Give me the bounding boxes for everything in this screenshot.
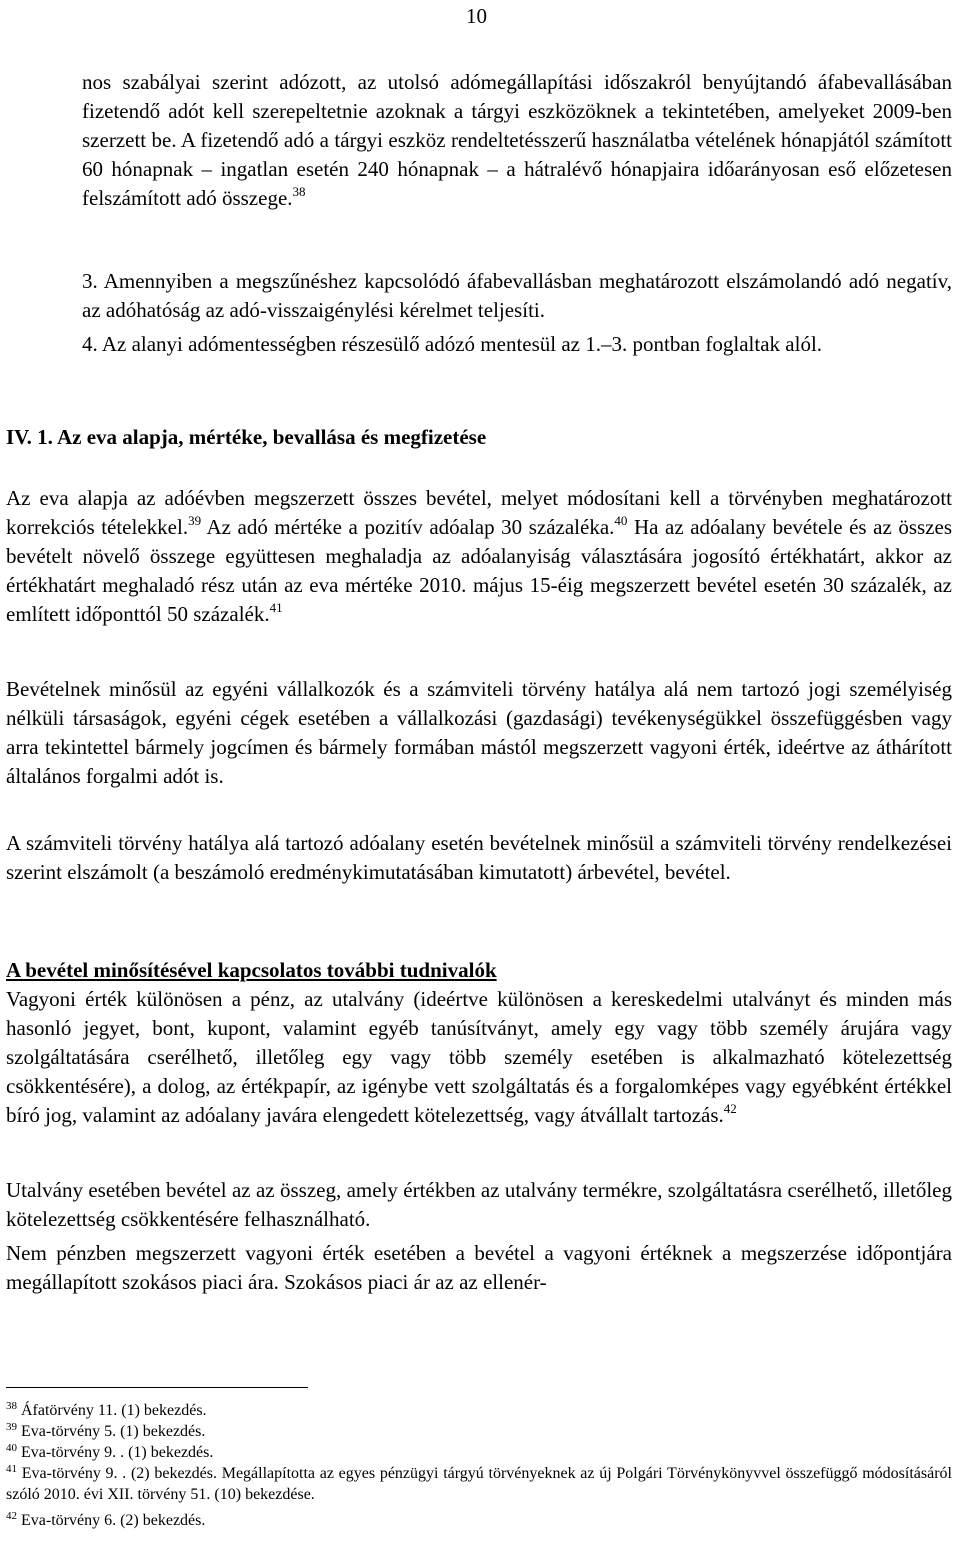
footnote-text: Eva-törvény 9. . (2) bekezdés. Megállapította az egyes pénzügyi tárgyú törvényeknek az új Polgári Törvénykönyvvel összefüggő módosításáról szóló 2010. évi XII. törvény 51. (10) bekezdése. (6, 1465, 953, 1503)
footnote-number: 42 (6, 1510, 17, 1522)
intro-text: nos szabályai szerint adózott, az utolsó adómegállapítási időszakról benyújtandó áfabevallásában fizetendő adót kell szerepeltetnie azoknak a tárgyi eszközöknek a tekintetében, amelyeket 2009-ben szerzett be. A fizetendő adó a tárgyi eszköz rendeltetésszerű használatba vételének hónapjától számított 60 hónapnak – ingatlan esetén 240 hónapnak – a hátralévő hónapjaira időarányosan eső előzetesen felszámított adó összege. (82, 70, 952, 210)
paragraph-text: Ha az adóalany bevétele és az összes bevételt növelő összege együttesen meghaladja az adóalanyiság választására jogosító értékhatárt, akkor az értékhatárt meghaladó rész után az eva mértéke 2010. május 15-éig megszerzett bevétel esetén 30 százalék, az említett időponttól 50 százalék. (6, 515, 952, 626)
footnote-39 (6, 1421, 952, 1442)
section-paragraph-2: Bevételnek minősül az egyéni vállalkozók és a számviteli törvény hatálya alá nem tartozó jogi személyiség nélküli társaságok, egyéni cégek esetében a vállalkozási (gazdasági) tevékenységükkel összefüggésben vagy arra tekintettel bármely jogcímen és bármely formában mástól megszerzett vagyoni érték, ideértve az áthárított általános forgalmi adót is. (6, 677, 952, 788)
intro-paragraph (82, 68, 952, 213)
footnote-ref-38: 38 (292, 184, 306, 199)
footnote-text: Eva-törvény 5. (1) bekezdés. (21, 1423, 206, 1440)
footnote-number: 40 (6, 1442, 17, 1454)
footnote-ref-41: 41 (269, 600, 283, 615)
footnote-number: 39 (6, 1421, 17, 1433)
footnote-text: Eva-törvény 6. (2) bekezdés. (21, 1512, 206, 1529)
section-title: Az eva alapja, mértéke, bevallása és megfizetése (56, 425, 487, 449)
sub-paragraph-3: Nem pénzben megszerzett vagyoni érték esetében a bevétel a vagyoni értéknek a megszerzése időpontjára megállapított szokásos piaci ára. Szokásos piaci ár az az ellenér- (6, 1241, 952, 1294)
footnote-ref-40: 40 (614, 513, 628, 528)
paragraph-text: Vagyoni érték különösen a pénz, az utalvány (ideértve különösen a kereskedelmi utalványt és minden más hasonló jegyet, bont, kupont, valamint egyéb tanúsítványt, amely egy vagy több személy árujára vagy szolgáltatására cserélhető, illetőleg egy vagy több személy esetében is alkalmazható kötelezettség csökkentésére), a dolog, az értékpapír, az igénybe vett szolgáltatás és a forgalomképes vagy egyébként értékkel bíró jog, valamint az adóalany javára elengedett kötelezettség, vagy átvállalt tartozás. (6, 987, 952, 1127)
list-item-4: 4. Az alanyi adómentességben részesülő adózó mentesül az 1.–3. pontban foglaltak alól. (82, 332, 823, 356)
footnote-separator (6, 1387, 308, 1388)
footnote-40 (6, 1442, 952, 1463)
section-paragraph-1 (6, 484, 952, 629)
section-heading (6, 423, 486, 452)
list-item-3: 3. Amennyiben a megszűnéshez kapcsolódó áfabevallásban meghatározott elszámolandó adó negatív, az adóhatóság az adó-visszaigénylési kérelmet teljesíti. (82, 269, 952, 322)
footnote-number: 41 (6, 1463, 17, 1475)
footnote-38 (6, 1400, 952, 1421)
sub-paragraph-2: Utalvány esetében bevétel az az összeg, amely értékben az utalvány termékre, szolgáltatásra cserélhető, illetőleg kötelezettség csökkentésére felhasználható. (6, 1178, 952, 1231)
paragraph-text: Az eva alapja az adóévben megszerzett összes bevétel, melyet módosítani kell a törvényben meghatározott korrekciós tételekkel. (6, 486, 952, 539)
footnote-ref-39: 39 (188, 513, 202, 528)
footnote-ref-42: 42 (723, 1101, 737, 1116)
footnote-number: 38 (6, 1400, 17, 1412)
section-number: IV. 1. (6, 425, 53, 449)
footnote-41 (6, 1463, 952, 1505)
subheading: A bevétel minősítésével kapcsolatos további tudnivalók (6, 958, 497, 982)
page-number: 10 (466, 4, 487, 28)
footnote-text: Áfatörvény 11. (1) bekezdés. (21, 1402, 207, 1419)
footnote-42 (6, 1510, 952, 1531)
paragraph-text: Az adó mértéke a pozitív adóalap 30 százaléka. (201, 515, 615, 539)
sub-paragraph-1 (6, 985, 952, 1130)
section-paragraph-3: A számviteli törvény hatálya alá tartozó adóalany esetén bevételnek minősül a számviteli törvény rendelkezései szerint elszámolt (a beszámoló eredménykimutatásában kimutatott) árbevétel, bevétel. (6, 831, 952, 884)
footnote-text: Eva-törvény 9. . (1) bekezdés. (21, 1444, 214, 1461)
